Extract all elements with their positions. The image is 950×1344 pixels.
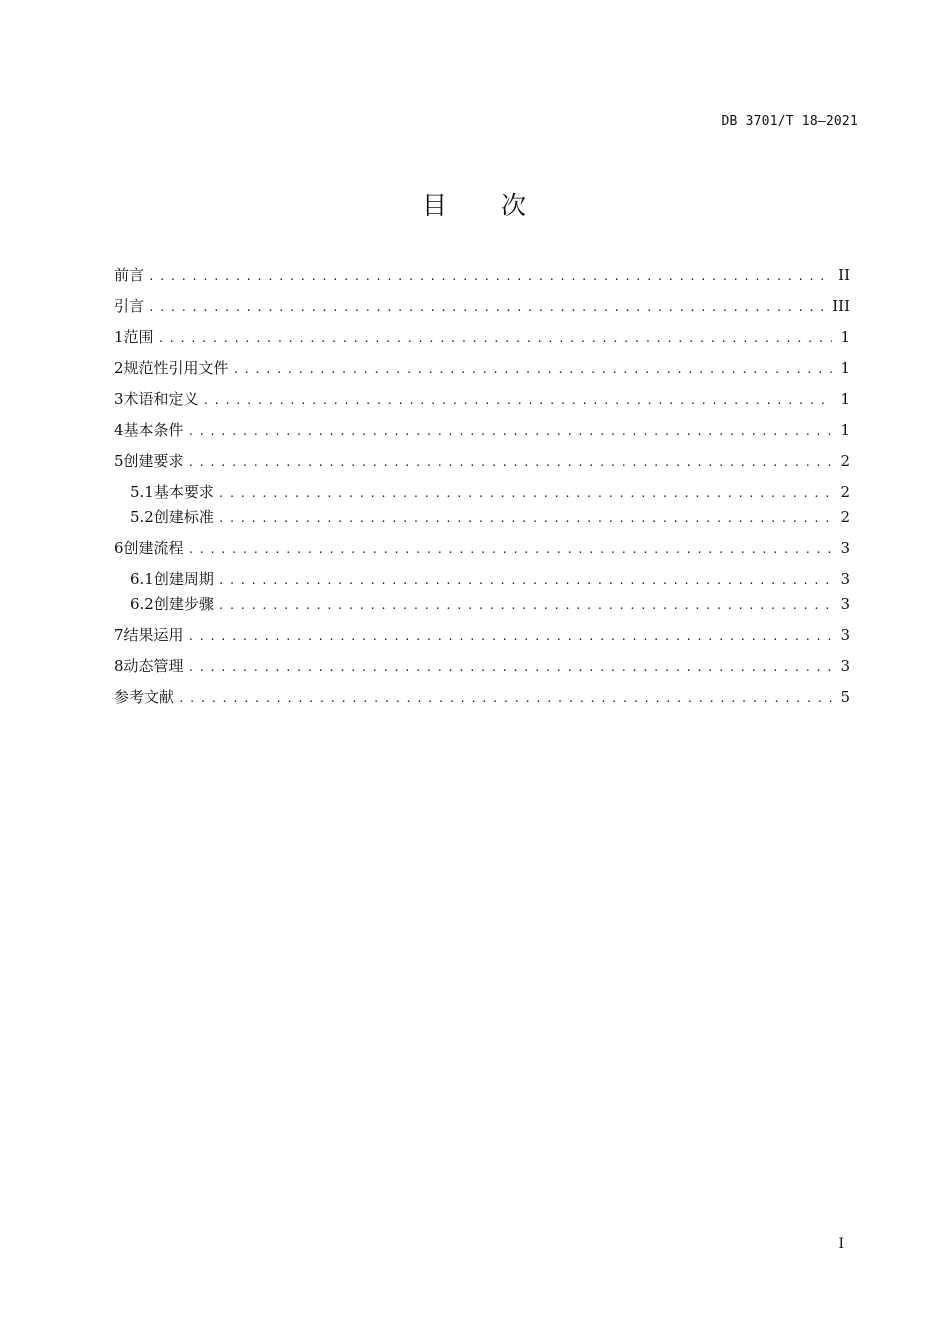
toc-leader: [218, 574, 832, 587]
toc-entry-bibliography[interactable]: [114, 686, 850, 710]
toc-leader: [148, 301, 824, 314]
toc-entry-page: III: [832, 297, 850, 315]
toc-leader: [158, 332, 832, 345]
toc-leader: [218, 599, 832, 612]
page-number: I: [838, 1236, 844, 1252]
toc-entry-number: 8: [114, 657, 124, 675]
toc-leader: [203, 394, 832, 407]
toc-entry-text: 引言: [114, 295, 148, 316]
toc-entry-text: 前言: [114, 264, 148, 285]
toc-entry-creation-requirements[interactable]: [114, 450, 850, 474]
toc-entry-number: 2: [114, 359, 124, 377]
document-code: DB 3701/T 18—2021: [721, 114, 858, 129]
toc-leader: [218, 487, 832, 500]
toc-leader: [188, 425, 832, 438]
toc-entry-creation-steps[interactable]: [130, 593, 850, 617]
toc-entry-number: 7: [114, 626, 124, 644]
toc-entry-foreword[interactable]: [114, 264, 850, 288]
toc-entry-number: 6.1: [130, 570, 154, 588]
toc-leader: [188, 630, 832, 643]
toc-entry-page: 3: [840, 539, 850, 557]
toc-entry-number: 3: [114, 390, 124, 408]
toc-leader: [188, 456, 832, 469]
toc-leader: [178, 692, 832, 705]
page-title: [0, 186, 950, 222]
toc-leader: [148, 270, 830, 283]
toc-entry-creation-cycle[interactable]: [130, 568, 850, 592]
toc-entry-text: 范围: [124, 326, 158, 347]
toc-entry-page: II: [838, 266, 850, 284]
toc-entry-text: 创建步骤: [154, 593, 218, 614]
toc-entry-page: 1: [840, 328, 850, 346]
toc-entry-number: 5.1: [130, 483, 154, 501]
toc-leader: [188, 543, 832, 556]
toc-leader: [233, 363, 832, 376]
toc-entry-text: 基本要求: [154, 481, 218, 502]
toc-entry-number: 6: [114, 539, 124, 557]
toc-entry-text: 基本条件: [124, 419, 188, 440]
toc-entry-text: 创建标准: [154, 506, 218, 527]
toc-entry-page: 3: [840, 595, 850, 613]
toc-entry-result-application[interactable]: [114, 624, 850, 648]
toc-entry-dynamic-management[interactable]: [114, 655, 850, 679]
toc-entry-page: 1: [840, 390, 850, 408]
toc-leader: [218, 512, 832, 525]
toc-entry-basic-requirements[interactable]: [130, 481, 850, 505]
toc-entry-normative-references[interactable]: [114, 357, 850, 381]
toc-entry-number: 6.2: [130, 595, 154, 613]
toc-entry-number: 5.2: [130, 508, 154, 526]
toc-entry-page: 1: [840, 421, 850, 439]
toc-entry-page: 2: [840, 452, 850, 470]
page-title-left: 目: [421, 191, 449, 220]
toc-entry-page: 3: [840, 657, 850, 675]
toc-entry-text: 规范性引用文件: [124, 357, 233, 378]
toc-entry-number: 5: [114, 452, 124, 470]
toc-entry-text: 结果运用: [124, 624, 188, 645]
toc-entry-text: 创建要求: [124, 450, 188, 471]
toc-entry-terms-definitions[interactable]: [114, 388, 850, 412]
toc-leader: [188, 661, 832, 674]
toc-entry-page: 5: [840, 688, 850, 706]
toc-entry-text: 术语和定义: [124, 388, 203, 409]
toc-entry-scope[interactable]: [114, 326, 850, 350]
page-title-right: 次: [501, 191, 529, 220]
toc-entry-text: 参考文献: [114, 686, 178, 707]
toc-entry-creation-standards[interactable]: [130, 506, 850, 530]
toc-entry-basic-conditions[interactable]: [114, 419, 850, 443]
toc-entry-creation-process[interactable]: [114, 537, 850, 561]
toc-entry-text: 创建周期: [154, 568, 218, 589]
toc-entry-text: 动态管理: [124, 655, 188, 676]
toc-entry-text: 创建流程: [124, 537, 188, 558]
toc-entry-page: 2: [840, 483, 850, 501]
toc-entry-page: 1: [840, 359, 850, 377]
toc-entry-page: 3: [840, 570, 850, 588]
toc-entry-page: 3: [840, 626, 850, 644]
toc-entry-introduction[interactable]: [114, 295, 850, 319]
toc-entry-page: 2: [840, 508, 850, 526]
toc-entry-number: 4: [114, 421, 124, 439]
toc-entry-number: 1: [114, 328, 124, 346]
